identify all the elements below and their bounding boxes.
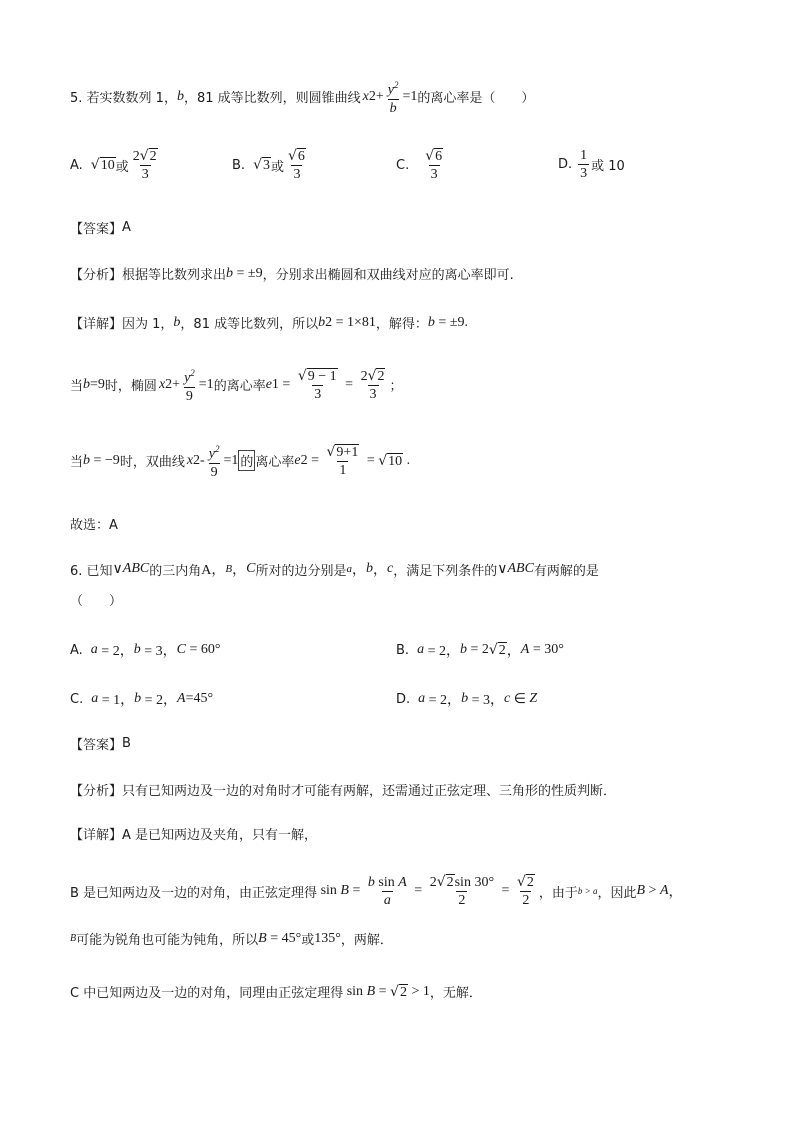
q6-stem: 6. 已知 ∨ ABC 的三内角 A， B ， C 所对的边分别是 a ， b ， c ，满足下列条件的 ∨ ABC 有两解的是 [70, 561, 599, 579]
q6-paren: （ ） [70, 594, 123, 609]
q5-option-b: B. √ 3 或 √ 6 3 [232, 148, 305, 182]
q5-stem: 5. 若实数数列 1， b ，81 成等比数列，则圆锥曲线 x 2 + $\frac{y^2}{b}$ =1 的离心率是（ ） [70, 80, 535, 116]
q5-case-hyperbola: 当 b = −9 时，双曲线 x 2 - $\frac{y^2}{9}$ =1 的 离心率 e 2 = √ 9+1 1 = √ 10 . [70, 443, 411, 480]
q5-option-c: C. √ 6 3 [396, 148, 443, 182]
q6-option-a: A. a = 2， b = 3， C = 60° [70, 642, 221, 659]
q5-detail: 【详解】 因为 1， b ，81 成等比数列，所以 b 2 = 1×81 ，解得： b = ±9. [70, 314, 469, 332]
q6-case-b-line2: B 可能为锐角也可能为钝角，所以 B = 45° 或 135° ，两解． [70, 930, 393, 948]
q5-answer: 【答案】 A [70, 220, 131, 237]
q6-detail: 【详解】 A 是已知两边及夹角，只有一解， [70, 828, 318, 843]
q5-option-a: A. √ 10 或 2 √ 2 3 [70, 148, 157, 182]
q5-option-d: D. $\frac{1}{3}$ 或 10 [558, 148, 625, 181]
q6-analysis: 【分析】 只有已知两边及一边的对角时才可能有两解，还需通过正弦定理、三角形的性质判断． [70, 784, 617, 799]
q6-answer: 【答案】 B [70, 736, 131, 753]
q5-choose: 故选：A [70, 518, 118, 533]
fraction: $\frac{y^2}{b}$ [387, 80, 399, 116]
q6-option-d: D. a = 2， b = 3， c ∈ Z [396, 691, 538, 708]
q6-option-c: C. a = 1， b = 2， A =45° [70, 691, 214, 708]
q6-case-c: C 中已知两边及一边的对角，同理由正弦定理得 sin B = √ 2 > 1 ，无解． [70, 983, 482, 1001]
q5-analysis: 【分析】 根据等比数列求出 b = ±9 ，分别求出椭圆和双曲线对应的离心率即可. [70, 265, 514, 283]
q6-option-b: B. a = 2， b = 2 √ 2 ， A = 30° [396, 642, 564, 659]
q5-case-ellipse: 当 b =9 时，椭圆 x 2 + $\frac{y^2}{9}$ =1 的离心率 e 1 = √ 9 − 1 3 = 2 √ 2 3 ； [70, 367, 403, 404]
q6-case-b-line1: B 是已知两边及一边的对角，由正弦定理得 sin B = $\frac{\text{b sin A}}{a}$ = 2 √ 2 sin 30° 2 = √ 2 2 ，由于 b > a ，因此 B > A ， [70, 874, 683, 908]
